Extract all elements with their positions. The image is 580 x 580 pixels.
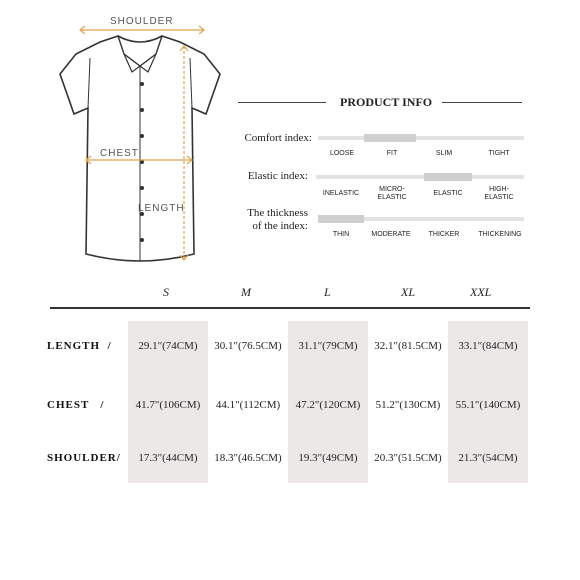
elastic-option-elastic: ELASTIC (433, 190, 463, 197)
table-separator (50, 307, 530, 309)
row-label-chest: CHEST / (47, 399, 105, 411)
thickness-index-selected (318, 215, 364, 223)
comfort-option-tight: TIGHT (488, 150, 510, 157)
size-header-s: S (163, 285, 169, 299)
table-cell: 21.3"(54CM) (458, 452, 518, 464)
table-cell: 55.1"(140CM) (455, 399, 521, 411)
elastic-index-selected (424, 173, 472, 181)
table-cell: 20.3"(51.5CM) (374, 452, 442, 464)
comfort-index-label: Comfort index: (244, 132, 312, 144)
comfort-option-slim: SLIM (435, 150, 453, 157)
row-label-length: LENGTH / (47, 340, 112, 352)
comfort-index-track (318, 136, 524, 140)
thickness-option-thin: THIN (332, 231, 350, 238)
table-cell: 29.1"(74CM) (138, 340, 198, 352)
table-cell: 32.1"(81.5CM) (374, 340, 442, 352)
table-cell: 30.1"(76.5CM) (214, 340, 282, 352)
row-label-shoulder: SHOULDER/ (47, 452, 121, 464)
comfort-option-fit: FIT (386, 150, 398, 157)
elastic-option-high-elastic: HIGH- ELASTIC (484, 186, 514, 201)
product-info-rule-right (442, 102, 522, 103)
shoulder-label: SHOULDER (110, 16, 174, 27)
table-cell: 33.1"(84CM) (458, 340, 518, 352)
thickness-option-thickening: THICKENING (478, 231, 522, 238)
table-cell: 31.1"(79CM) (298, 340, 358, 352)
shirt-diagram (40, 14, 240, 274)
thickness-option-moderate: MODERATE (371, 231, 411, 238)
product-info-rule-left (238, 102, 326, 103)
table-cell: 47.2"(120CM) (295, 399, 361, 411)
table-cell: 44.1"(112CM) (215, 399, 281, 411)
comfort-option-loose: LOOSE (329, 150, 355, 157)
length-label: LENGTH (138, 203, 185, 214)
thickness-index-label: The thickness of the index: (247, 207, 308, 232)
comfort-index-selected (364, 134, 416, 142)
size-header-xxl: XXL (470, 285, 492, 299)
table-cell: 51.2"(130CM) (375, 399, 441, 411)
product-info-title: PRODUCT INFO (340, 95, 433, 109)
chest-label: CHEST (100, 148, 139, 159)
elastic-option-micro-elastic: MICRO- ELASTIC (377, 186, 407, 201)
elastic-option-inelastic: INELASTIC (322, 190, 360, 197)
table-cell: 17.3"(44CM) (138, 452, 198, 464)
elastic-index-label: Elastic index: (247, 170, 308, 182)
thickness-option-thicker: THICKER (428, 231, 460, 238)
size-header-m: M (241, 285, 251, 299)
table-cell: 18.3"(46.5CM) (214, 452, 282, 464)
elastic-index-track (316, 175, 524, 179)
size-header-xl: XL (401, 285, 416, 299)
table-cell: 19.3"(49CM) (298, 452, 358, 464)
table-cell: 41.7"(106CM) (135, 399, 201, 411)
size-header-l: L (324, 285, 331, 299)
